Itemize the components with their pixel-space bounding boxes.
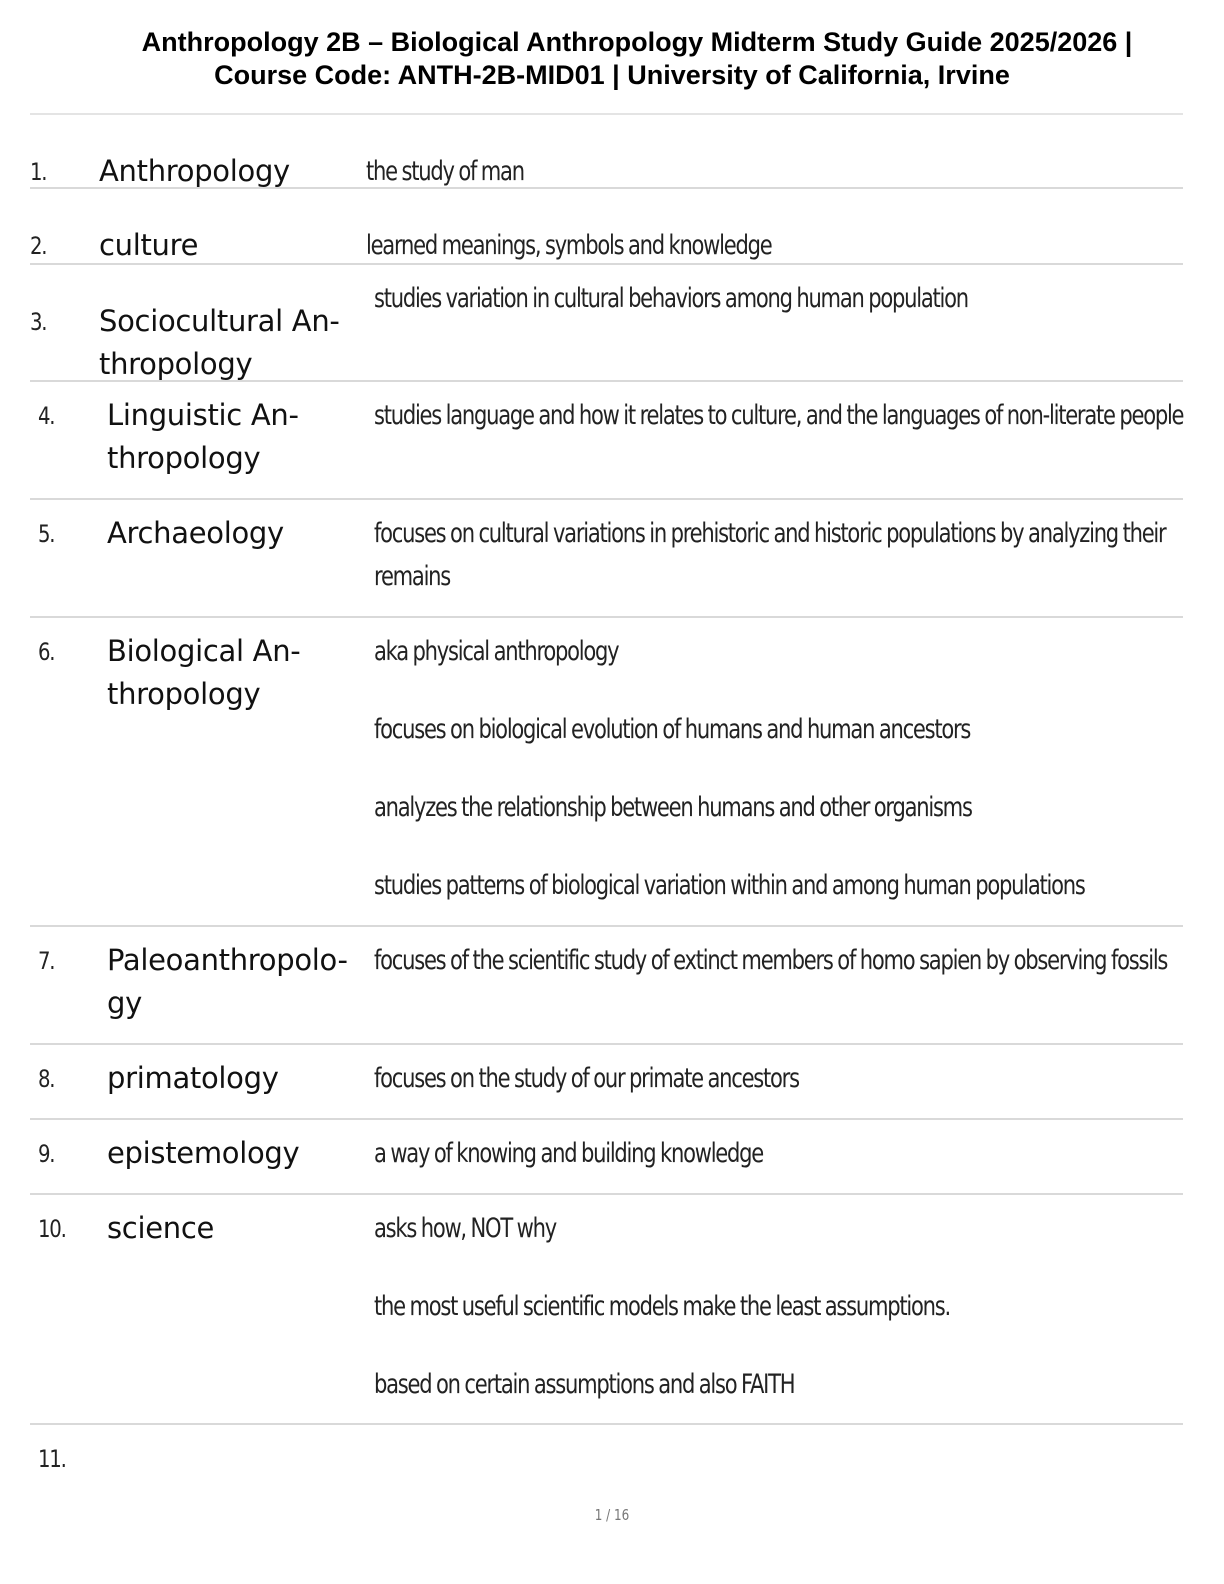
- flashcard-row: [30, 1120, 1183, 1195]
- card-definitions: [374, 1132, 1214, 1175]
- flashcard-row: [30, 1425, 1183, 1485]
- card-definition: focuses of the scientific study of extinct members of homo sapien by observing fossils: [374, 945, 1168, 976]
- page-indicator: 1 / 16: [594, 1506, 630, 1524]
- card-number: 1.: [30, 158, 47, 186]
- card-definition: asks how, NOT why: [374, 1213, 556, 1244]
- card-definition: the most useful scientific models make the least assumptions.: [374, 1291, 950, 1322]
- card-number: 2.: [30, 232, 47, 260]
- card-definition: focuses on the study of our primate ancestors: [374, 1063, 799, 1094]
- card-definition: learned meanings, symbols and knowledge: [366, 230, 772, 261]
- flashcard-row: [30, 382, 1183, 500]
- card-definition: focuses on cultural variations in prehistoric and historic populations by analyzing their remains: [374, 518, 1166, 592]
- card-definitions: [374, 1057, 1214, 1100]
- card-definitions: [366, 150, 1206, 193]
- flashcard-row: [30, 224, 1183, 265]
- card-term: Paleoanthropolo-gy: [107, 943, 348, 1020]
- card-number: 10.: [38, 1215, 66, 1243]
- card-definition: studies variation in cultural behaviors among human population: [374, 283, 968, 314]
- card-number: 8.: [38, 1065, 55, 1093]
- card-definitions: [374, 939, 1214, 982]
- card-definitions: [374, 277, 1214, 320]
- card-definition: studies language and how it relates to culture, and the languages of non-literate people: [374, 400, 1184, 431]
- card-definitions: [366, 224, 1206, 267]
- card-number: 7.: [38, 947, 55, 975]
- card-number: 11.: [38, 1445, 66, 1473]
- card-definitions: [374, 512, 1214, 598]
- flashcard-row: [30, 1195, 1183, 1425]
- card-number: 3.: [30, 308, 47, 336]
- card-definition: the study of man: [366, 156, 524, 187]
- card-definitions: [374, 394, 1214, 437]
- card-definition: based on certain assumptions and also FAITH: [374, 1369, 795, 1400]
- page-title-line-2: Course Code: ANTH-2B-MID01 | University of California, Irvine: [214, 60, 1010, 90]
- flashcard-row: [30, 1045, 1183, 1120]
- flashcard-row: [30, 618, 1183, 927]
- card-term: primatology: [107, 1061, 279, 1095]
- title-divider: [30, 113, 1183, 115]
- flashcard-row: [30, 150, 1183, 189]
- page-title-line-1: Anthropology 2B – Biological Anthropology Midterm Study Guide 2025/2026 |: [141, 27, 1133, 57]
- card-term: Archaeology: [107, 516, 284, 550]
- card-term: Sociocultural An-thropology: [99, 304, 340, 381]
- card-term: Anthropology: [99, 154, 290, 188]
- card-definition: analyzes the relationship between humans and other organisms: [374, 792, 972, 823]
- card-definition: focuses on biological evolution of humans and human ancestors: [374, 714, 971, 745]
- card-definitions: [374, 1207, 1214, 1406]
- card-term: epistemology: [107, 1136, 300, 1170]
- card-number: 6.: [38, 638, 55, 666]
- card-number: 4.: [38, 402, 55, 430]
- flashcard-row: [30, 265, 1183, 382]
- page-title: [30, 26, 1194, 92]
- card-number: 5.: [38, 520, 55, 548]
- card-definitions: [374, 630, 1214, 907]
- card-term: culture: [99, 228, 199, 262]
- card-definition: studies patterns of biological variation within and among human populations: [374, 870, 1085, 901]
- card-term: Biological An-thropology: [107, 634, 301, 711]
- flashcard-row: [30, 927, 1183, 1045]
- card-number: 9.: [38, 1140, 55, 1168]
- card-definition: a way of knowing and building knowledge: [374, 1138, 763, 1169]
- card-term: Linguistic An-thropology: [107, 398, 299, 475]
- card-term: science: [107, 1211, 215, 1245]
- card-definition: aka physical anthropology: [374, 636, 619, 667]
- flashcard-row: [30, 500, 1183, 618]
